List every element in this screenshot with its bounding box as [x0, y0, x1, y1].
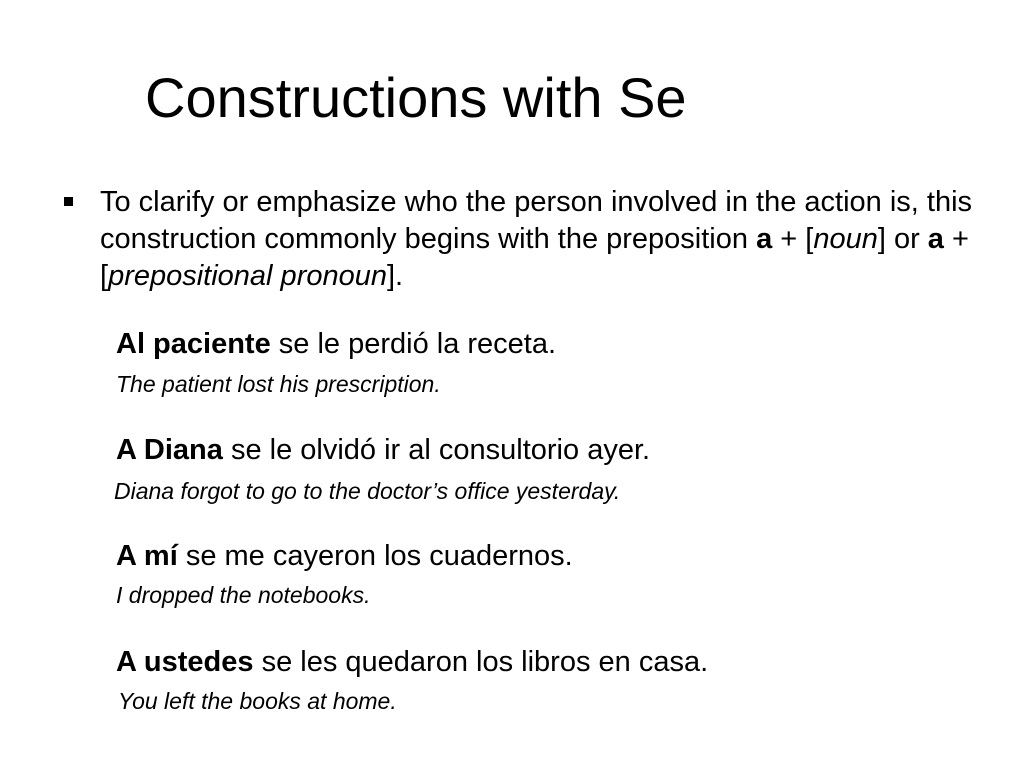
square-bullet-icon — [64, 197, 73, 206]
example-bold-subject: A ustedes — [116, 646, 254, 678]
bullet-text-part: ] or — [877, 223, 928, 255]
example-translation: The patient lost his prescription. — [116, 371, 441, 397]
example-spanish — [116, 644, 708, 680]
bullet-text-part: + [ — [100, 223, 969, 292]
example-bold-subject: Al paciente — [116, 328, 271, 360]
example-spanish — [116, 326, 556, 362]
example-spanish — [116, 538, 573, 574]
slide-title: Constructions with Se — [145, 66, 687, 129]
example-rest: se le olvidó ir al consultorio ayer. — [222, 434, 651, 466]
bullet-bold-a: a — [927, 223, 944, 255]
example-bold-subject: A mí — [116, 540, 178, 572]
example-translation: I dropped the notebooks. — [116, 582, 371, 608]
example-bold-subject: A Diana — [116, 434, 223, 466]
example-translation: Diana forgot to go to the doctor’s office yesterday. — [114, 478, 621, 504]
example-rest: se le perdió la receta. — [270, 328, 557, 360]
example-translation: You left the books at home. — [118, 688, 397, 714]
bullet-paragraph — [100, 184, 980, 295]
example-rest: se me cayeron los cuadernos. — [177, 540, 573, 572]
bullet-bold-a: a — [756, 223, 773, 255]
example-spanish — [116, 432, 650, 468]
bullet-text-part: To clarify or emphasize who the person involved in the action is, this construction commonly begins with the preposition — [100, 186, 973, 255]
bullet-text-part: + [ — [772, 223, 814, 255]
bullet-text-part: ]. — [387, 260, 404, 292]
bullet-italic-prepositional-pronoun: prepositional pronoun — [108, 260, 387, 292]
bullet-italic-noun: noun — [813, 223, 878, 255]
example-rest: se les quedaron los libros en casa. — [253, 646, 709, 678]
